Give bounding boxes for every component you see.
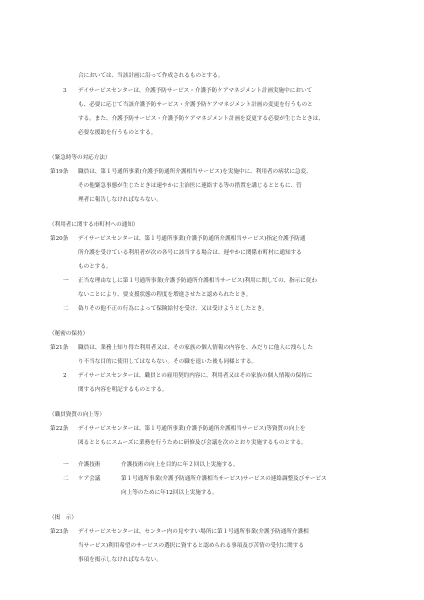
article-22-line-1: デイサービスセンターは、第１号通所事業(介護予防通所介護相当サービス)等資質の向上を bbox=[78, 426, 306, 432]
article-20-number: 第20条 bbox=[50, 236, 69, 242]
article-21-number: 第21条 bbox=[50, 345, 69, 351]
article-19-number: 第19条 bbox=[50, 169, 69, 175]
article-20-item-2-number: 二 bbox=[63, 306, 69, 312]
article-23-line-2: 当サービス)利用希望のサービスの選択に資すると認められる事項及び苦情の受付に関する bbox=[78, 543, 304, 549]
article-19-heading: （緊急時等の対応方法） bbox=[49, 155, 111, 161]
article-19-line-3: 理者に報告しなければならない。 bbox=[78, 197, 162, 203]
article-21-paragraph-2-line-2: 関する内容を明記するものとする。 bbox=[78, 387, 168, 393]
intro-paragraph-3-line-1: デイサービスセンターは、介護予防サービス・介護予防ケアマネジメント計画実施中において bbox=[78, 88, 313, 94]
article-20-item-1-line-1: 正当な理由なしに第１号通所事業(介護予防通所介護相当サービス)利用に関しての、指示に従わ bbox=[78, 278, 318, 284]
article-22-item-2-number: 二 bbox=[63, 476, 69, 482]
intro-paragraph-3-number: 3 bbox=[63, 88, 67, 94]
article-22-item-1-text: 介護技術の向上を目的に年２回以上実施する。 bbox=[121, 462, 239, 468]
article-20-line-1: デイサービスセンターは、第１号通所事業(介護予防通所介護相当サービス)指定介護予防通 bbox=[78, 236, 306, 242]
intro-paragraph-3-line-3: する。また、介護予防サービス・介護予防ケアマネジメント計画を変更する必要が生じたときは、 bbox=[78, 116, 324, 122]
article-20-item-2-line-1: 偽りその他不正の行為によって保険給付を受け、又は受けようとしたとき。 bbox=[78, 306, 268, 312]
intro-paragraph-3-line-4: 必要な援助を行うものとする。 bbox=[78, 130, 157, 136]
article-21-line-1: 職員は、業務上知り得た利用者又は、その家族の個人情報の内容を、みだりに他人に洩らした bbox=[78, 345, 313, 351]
article-20-line-2: 所介護を受けている利用者が次の各号に該当する場合は、遅やかに関係市町村に通知する bbox=[78, 250, 302, 256]
article-22-item-1-number: 一 bbox=[63, 462, 69, 468]
article-19-line-1: 職員は、第１号通所事業(介護予防通所介護相当サービス)を実施中に、利用者の病状に急変、 bbox=[78, 169, 312, 175]
article-22-item-1-label: 介護技術 bbox=[78, 462, 101, 468]
article-22-number: 第22条 bbox=[50, 426, 69, 432]
article-19-line-2: その他緊急事態が生じたときは速やかに主治医に連絡する等の措置を講じるとともに、管 bbox=[78, 183, 302, 189]
article-20-heading: （利用者に関する市町村への通知） bbox=[49, 222, 139, 228]
article-21-heading: （秘密の保持） bbox=[49, 331, 89, 337]
intro-line-1: 合においては、当該計画に沿って作成されるものとする。 bbox=[78, 73, 224, 79]
article-22-line-2: 図るとともにスムーズに業務を行うために研修及び会議を次のとおり実施するものとする。 bbox=[78, 440, 307, 446]
article-23-line-3: 事項を掲示しなければならない。 bbox=[78, 557, 162, 563]
article-22-item-2-label: ケア会議 bbox=[78, 476, 101, 482]
intro-paragraph-3-line-2: も、必要に応じて当該介護予防サービス・介護予防ケアマネジメント計画の変更を行うものと bbox=[78, 102, 313, 108]
article-22-heading: （職員資質の向上等） bbox=[49, 412, 105, 418]
article-21-paragraph-2-line-1: デイサービスセンターは、職員との雇用契約内容に、利用者又はその家族の個人情報の保持に bbox=[78, 373, 313, 379]
article-23-heading: （掲 示） bbox=[49, 515, 77, 521]
article-23-number: 第23条 bbox=[50, 529, 69, 535]
article-21-line-2: り不当な目的に使用してはならない。その職を退いた後も同様とする。 bbox=[78, 359, 258, 365]
article-22-item-2-line-1: 第１号通所事業(介護予防通所介護相当サービス)サービスの連絡調整及びサービス bbox=[121, 476, 327, 482]
article-22-item-2-line-2: 向上等のために年12回以上実施する。 bbox=[121, 490, 218, 496]
article-20-item-1-number: 一 bbox=[63, 278, 69, 284]
article-20-item-1-line-2: ないことにより、要支援状態の程度を増進させたと認められたとき。 bbox=[78, 292, 252, 298]
article-20-line-3: ものとする。 bbox=[78, 264, 112, 270]
article-23-line-1: デイサービスセンターは、センター内の見やすい場所に第１号通所事業(介護予防通所介護相 bbox=[78, 529, 309, 535]
article-21-paragraph-2-number: 2 bbox=[63, 373, 67, 379]
